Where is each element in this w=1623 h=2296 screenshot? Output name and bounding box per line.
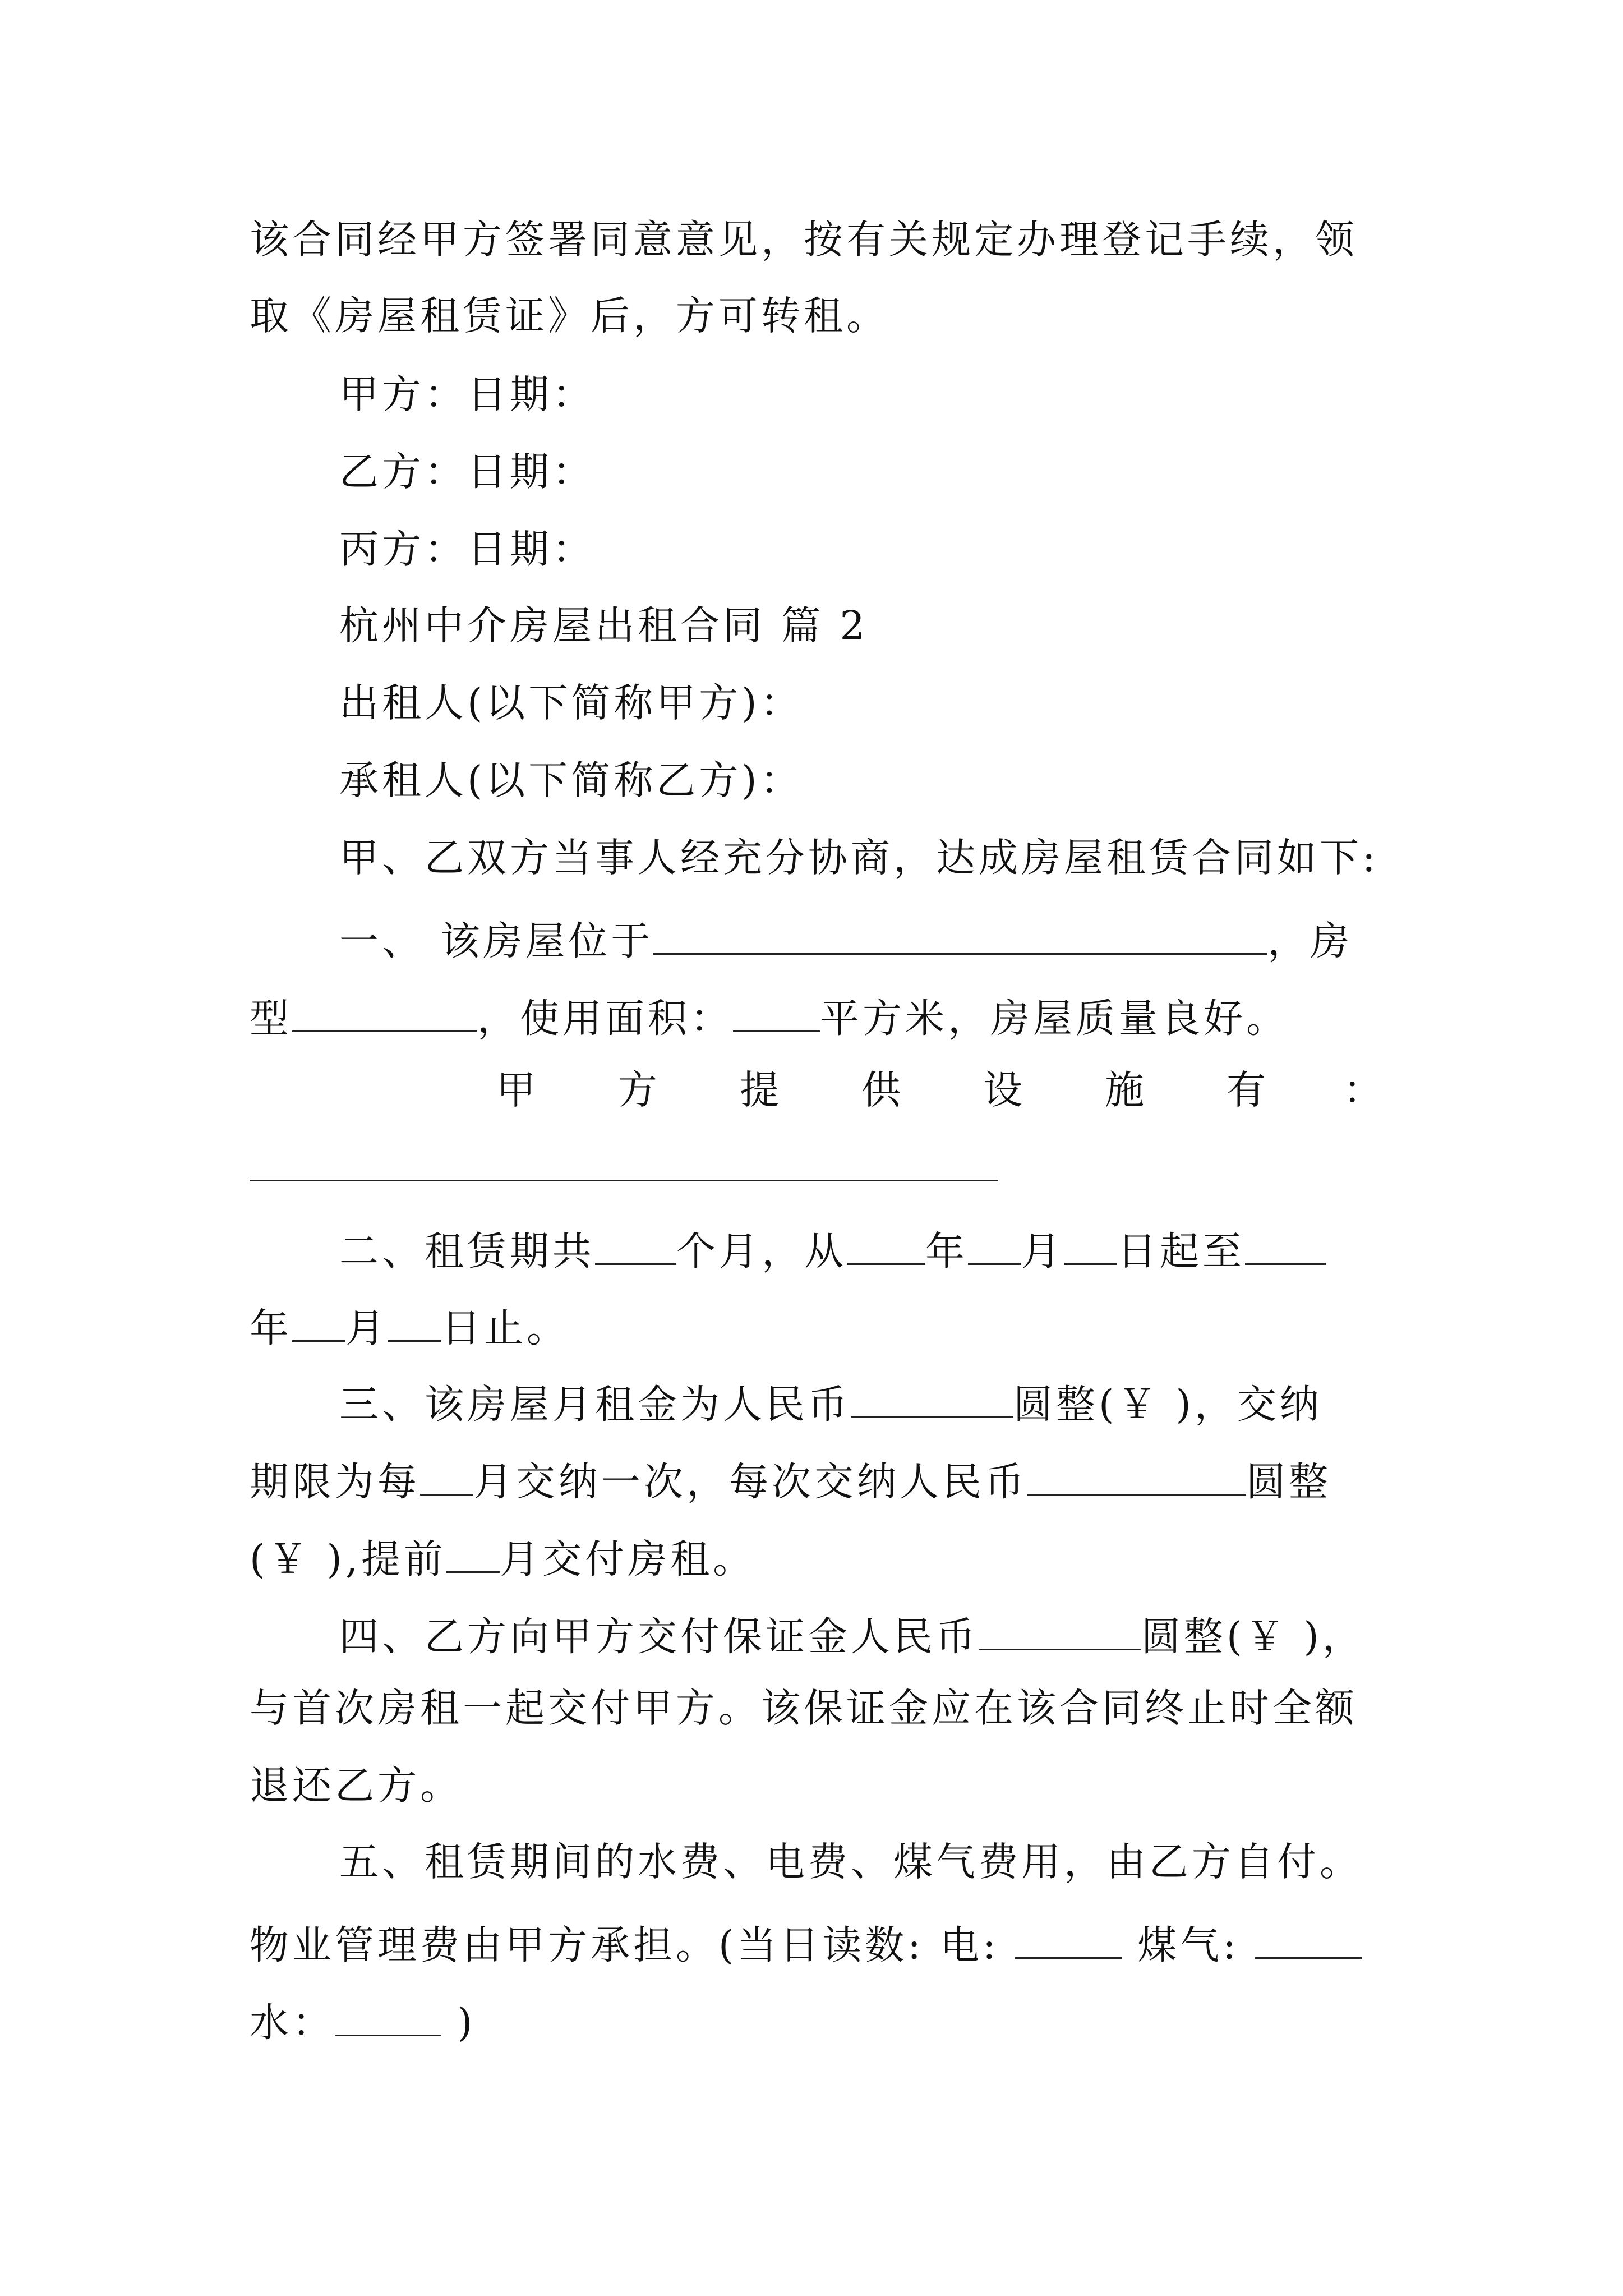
agreement-intro: 甲、乙双方当事人经充分协商，达成房屋租赁合同如下:: [339, 835, 1379, 881]
signature-party-c: 丙方：日期：: [339, 526, 595, 572]
facilities-char: ：: [1343, 1067, 1386, 1113]
clause-1-text-end: ，房: [1267, 918, 1353, 964]
section-title: 杭州中介房屋出租合同 篇 2: [339, 602, 869, 648]
lessee-line: 承租人(以下简称乙方)：: [339, 757, 803, 803]
clause-4-line-3: 退还乙方。: [250, 1763, 463, 1809]
electricity-reading-blank: [1015, 1920, 1122, 1959]
clause-2-text: 月: [1021, 1228, 1064, 1274]
clause-3-text: 三、该房屋月租金为人民币: [339, 1381, 851, 1428]
clause-3-text: 圆整(￥ )，交纳: [1013, 1381, 1322, 1428]
monthly-rent-blank: [851, 1379, 1013, 1418]
start-year-blank: [847, 1226, 925, 1265]
facilities-blank: [250, 1180, 998, 1181]
clause-5-line-3: [250, 1997, 476, 2046]
end-month-blank: [292, 1303, 345, 1342]
clause-1-text: 平方米，房屋质量良好。: [820, 995, 1289, 1042]
clause-1-text: 型: [250, 995, 292, 1042]
clause-5-line-2: [250, 1920, 1362, 1968]
clause-5-text: 物业管理费由甲方承担。(当日读数: 电:: [250, 1922, 1015, 1968]
area-blank: [733, 993, 820, 1032]
advance-months-blank: [446, 1534, 500, 1573]
paragraph-line: 该合同经甲方签署同意意见，按有关规定办理登记手续，领: [250, 217, 1358, 263]
start-month-blank: [968, 1226, 1021, 1265]
signature-party-a: 甲方：日期：: [339, 371, 595, 417]
clause-2-text: 日止。: [441, 1305, 569, 1351]
clause-2-text: 月: [345, 1305, 388, 1351]
clause-3-text: 圆整: [1246, 1458, 1331, 1505]
facilities-char: 供: [861, 1067, 904, 1113]
clause-3-text: (￥ ),提前: [250, 1536, 447, 1582]
signature-party-b: 乙方：日期：: [339, 449, 595, 495]
clause-3-line: [339, 1379, 1322, 1428]
start-day-blank: [1064, 1226, 1117, 1265]
facilities-char: 施: [1105, 1067, 1147, 1113]
clause-5-line: 五、租赁期间的水费、电费、煤气费用，由乙方自付。: [339, 1839, 1362, 1885]
clause-2-text: 年: [925, 1228, 968, 1274]
end-day-blank: [388, 1303, 441, 1342]
address-blank: [653, 915, 1267, 955]
clause-3-line-3: [250, 1534, 756, 1582]
clause-1-line: [339, 915, 1353, 964]
clause-3-text: 月交纳一次，每次交纳人民币: [473, 1458, 1027, 1505]
clause-4-line-2: 与首次房租一起交付甲方。该保证金应在该合同终止时全额: [250, 1685, 1358, 1731]
end-year-blank: [1245, 1226, 1326, 1265]
clause-5-text: 煤气:: [1121, 1922, 1256, 1968]
clause-4-line: [339, 1611, 1365, 1660]
payment-amount-blank: [1027, 1456, 1246, 1496]
clause-3-text: 期限为每: [250, 1458, 420, 1505]
facilities-char: 有: [1227, 1067, 1269, 1113]
facilities-heading: [0, 1067, 1623, 1115]
clause-2-text: 年: [250, 1305, 292, 1351]
facilities-char: 设: [983, 1067, 1026, 1113]
clause-2-text: 日起至: [1117, 1228, 1245, 1274]
months-blank: [595, 1226, 676, 1265]
clause-2-line: [339, 1226, 1326, 1274]
deposit-blank: [979, 1611, 1141, 1650]
clause-1-line-2: [250, 993, 1289, 1042]
clause-4-text: 四、乙方向甲方交付保证金人民币: [339, 1613, 979, 1660]
facilities-char: 方: [618, 1067, 661, 1113]
clause-5-text: ): [441, 1999, 476, 2046]
clause-2-text: 二、租赁期共: [339, 1228, 595, 1274]
facilities-char: 甲: [496, 1067, 539, 1113]
clause-4-text: 圆整(￥ )，: [1141, 1613, 1365, 1660]
clause-3-text: 月交付房租。: [500, 1536, 756, 1582]
gas-reading-blank: [1255, 1920, 1362, 1959]
clause-5-text: 水：: [250, 1999, 335, 2046]
clause-3-line-2: [250, 1456, 1331, 1505]
facilities-char: 提: [740, 1067, 782, 1113]
clause-1-text: ，使用面积：: [477, 995, 733, 1042]
clause-2-text: 个月，从: [676, 1228, 847, 1274]
paragraph-line: 取《房屋租赁证》后，方可转租。: [250, 293, 889, 339]
house-type-blank: [292, 993, 477, 1032]
clause-1-text: 一、 该房屋位于: [339, 918, 654, 964]
lessor-line: 出租人(以下简称甲方)：: [339, 680, 803, 726]
payment-interval-blank: [420, 1456, 473, 1496]
clause-2-line-2: [250, 1303, 569, 1351]
water-reading-blank: [335, 1997, 441, 2036]
